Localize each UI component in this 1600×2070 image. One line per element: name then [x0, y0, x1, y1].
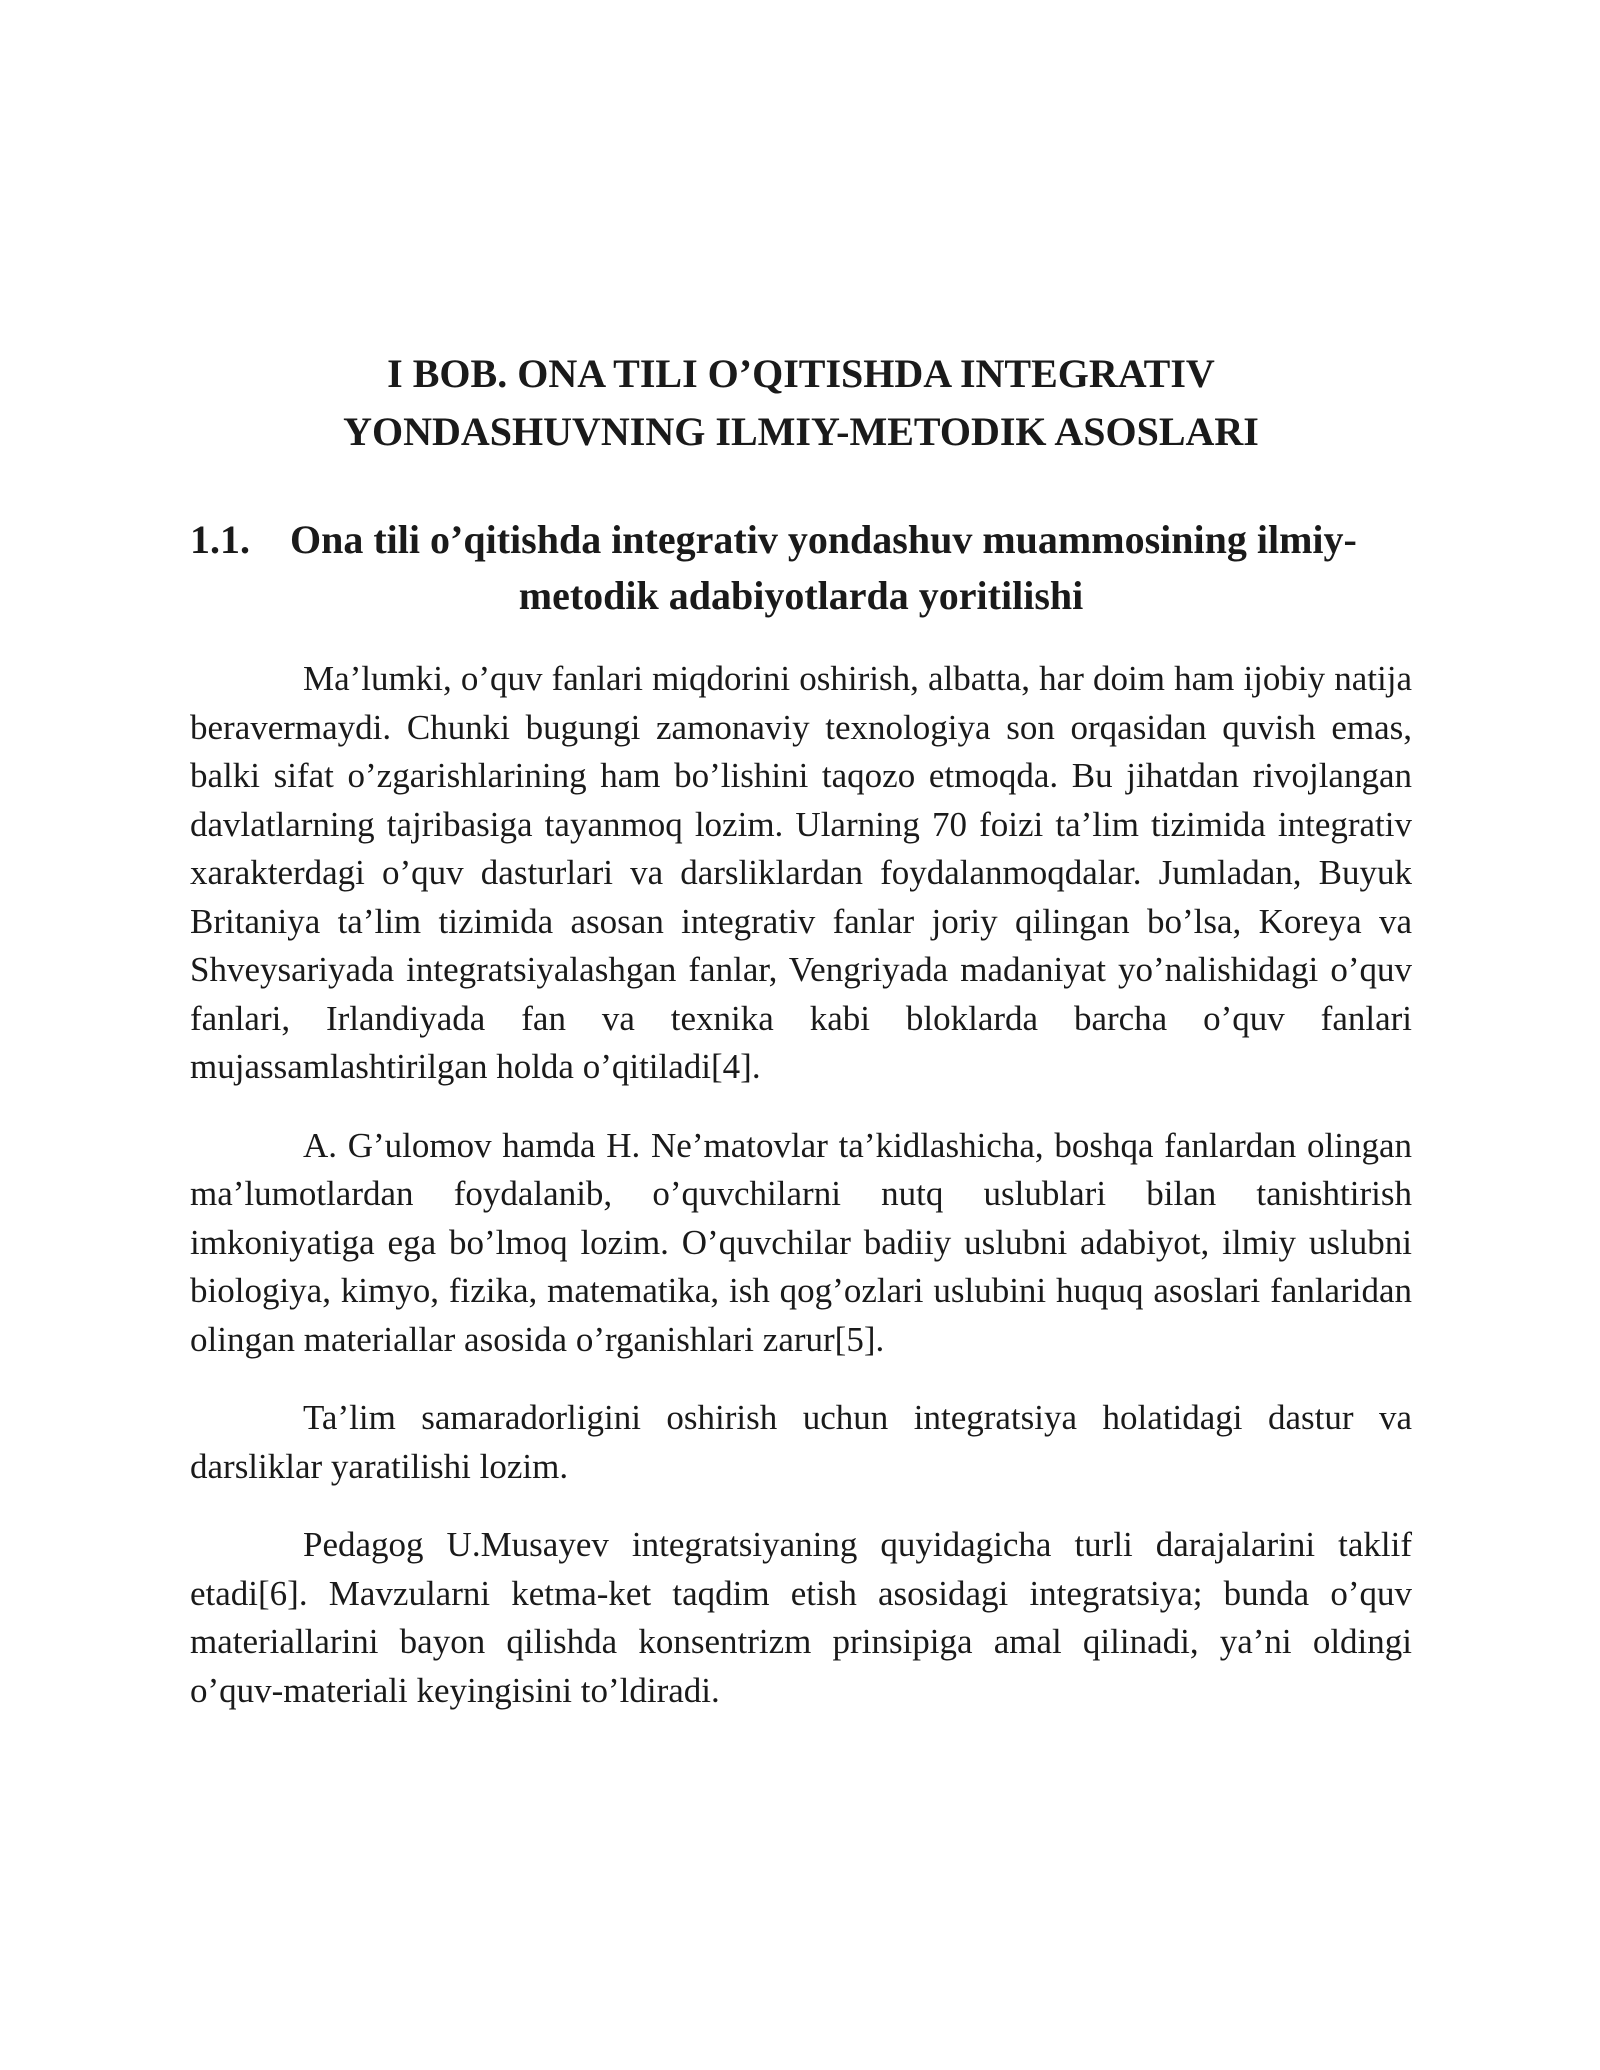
body-text — [190, 655, 1412, 1745]
section-heading-line-1 — [190, 512, 1412, 568]
paragraph-3: Ta’lim samaradorligini oshirish uchun integratsiya holatidagi dastur va darsliklar yaratilishi lozim. — [190, 1398, 1412, 1486]
paragraph-2: A. G’ulomov hamda H. Ne’matovlar ta’kidlashicha, boshqa fanlardan olingan ma’lumotlardan foydalanib, o’quvchilarni nutq uslublari bilan tanishtirish imkoniyatiga ega bo’lmoq lozim. O’quvchilar badiiy uslubni adabiyot, ilmiy uslubni biologiya, kimyo, fizika, matematika, ish qog’ozlari uslubini huquq asoslari fanlaridan olingan materiallar asosida o’rganishlari zarur[5]. — [190, 1125, 1412, 1359]
section-heading — [190, 512, 1412, 624]
section-number: 1.1. — [190, 517, 250, 562]
chapter-title-line-1: I BOB. ONA TILI O’QITISHDA INTEGRATIV — [387, 351, 1215, 396]
chapter-title-line-2: YONDASHUVNING ILMIY-METODIK ASOSLARI — [343, 409, 1259, 454]
chapter-title — [190, 345, 1412, 461]
paragraph-4: Pedagog U.Musayev integratsiyaning quyidagicha turli darajalarini taklif etadi[6]. Mavzularni ketma-ket taqdim etish asosidagi integratsiya; bunda o’quv materiallarini bayon qilishda konsentrizm prinsipiga amal qilinadi, ya’ni oldingi o’quv-materiali keyingisini to’ldiradi. — [190, 1525, 1412, 1710]
section-title-line-2: metodik adabiyotlarda yoritilishi — [518, 573, 1084, 618]
paragraph-1: Ma’lumki, o’quv fanlari miqdorini oshirish, albatta, har doim ham ijobiy natija beravermaydi. Chunki bugungi zamonaviy texnologiya son orqasidan quvish emas, balki sifat o’zgarishlarining ham bo’lishini taqozo etmoqda. Bu jihatdan rivojlangan davlatlarning tajribasiga tayanmoq lozim. Ularning 70 foizi ta’lim tizimida integrativ xarakterdagi o’quv dasturlari va darsliklardan foydalanmoqdalar. Jumladan, Buyuk Britaniya ta’lim tizimida asosan integrativ fanlar joriy qilingan bo’lsa, Koreya va Shveysariyada integratsiyalashgan fanlar, Vengriyada madaniyat yo’nalishidagi o’quv fanlari, Irlandiyada fan va texnika kabi bloklarda barcha o’quv fanlari mujassamlashtirilgan holda o’qitiladi[4]. — [190, 659, 1412, 1086]
section-title-line-1: Ona tili o’qitishda integrativ yondashuv muammosining ilmiy- — [290, 517, 1357, 562]
